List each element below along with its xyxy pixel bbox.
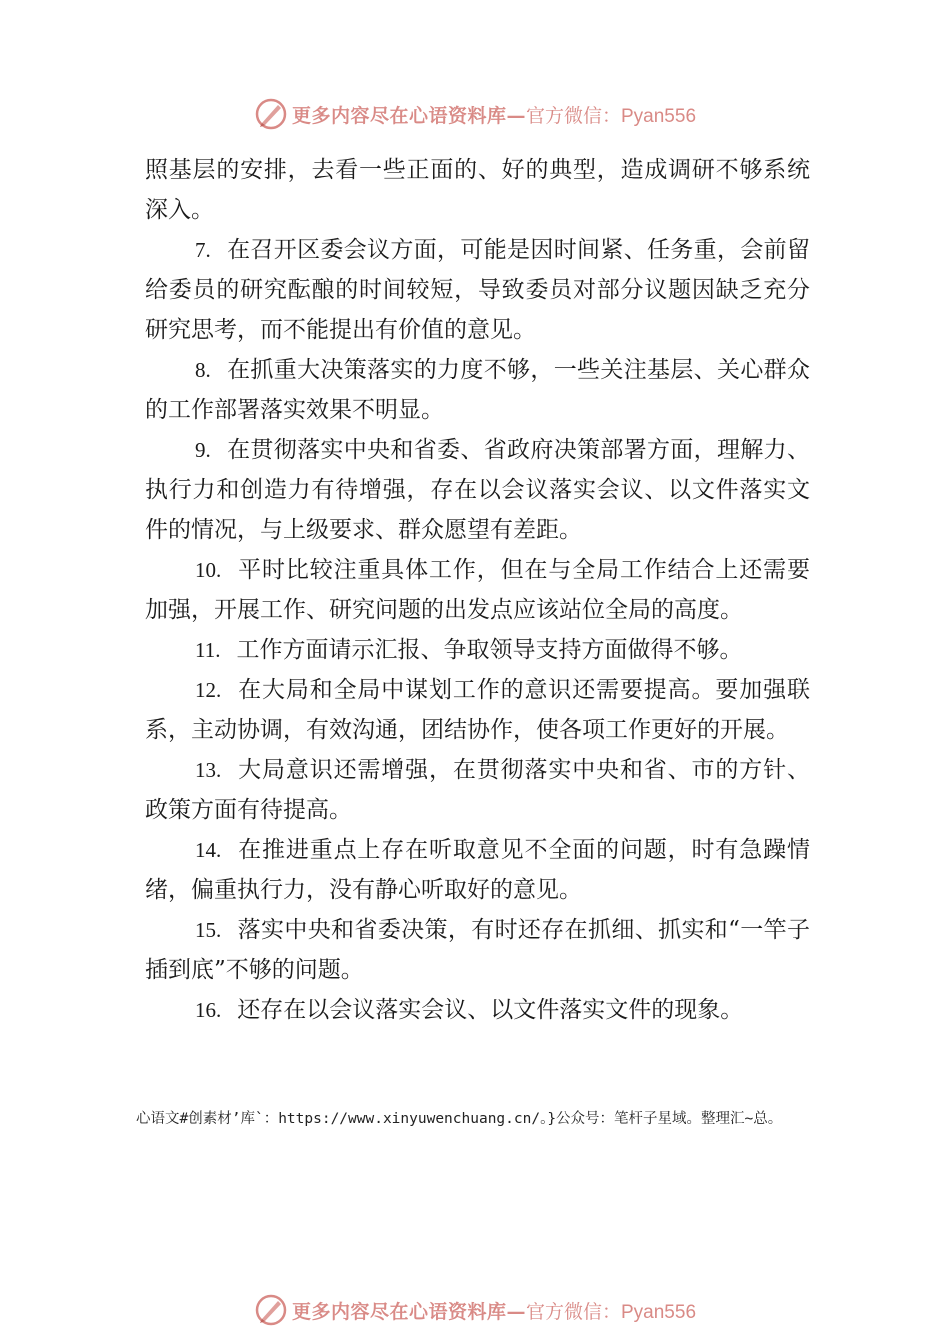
paragraph-15: 15. 落实中央和省委决策，有时还存在抓细、抓实和“一竿子插到底”不够的问题。 bbox=[145, 917, 810, 983]
item-number: 9. bbox=[195, 438, 211, 462]
item-number: 15. bbox=[195, 918, 222, 942]
banner-wechat: 官方微信：Pyan556 bbox=[526, 1301, 697, 1323]
paragraph-11: 11. 工作方面请示汇报、争取领导支持方面做得不够。 bbox=[195, 637, 743, 663]
paragraph-8: 8. 在抓重大决策落实的力度不够，一些关注基层、关心群众的工作部署落实效果不明显。 bbox=[145, 357, 810, 423]
header-banner bbox=[0, 94, 950, 134]
footer-banner bbox=[0, 1290, 950, 1330]
banner-title: 更多内容尽在心语资料库— bbox=[291, 104, 526, 127]
source-footnote: 心语文#创素材’库`：https://www.xinyuwenchuang.cn/。}公众号：笔杆子星域。整理汇~总。 bbox=[136, 1111, 783, 1127]
item-number: 13. bbox=[195, 758, 222, 782]
item-number: 12. bbox=[195, 678, 222, 702]
banner-wechat: 官方微信：Pyan556 bbox=[526, 105, 697, 127]
paragraph-12: 12. 在大局和全局中谋划工作的意识还需要提高。要加强联系，主动协调，有效沟通，团结协作，使各项工作更好的开展。 bbox=[145, 677, 810, 743]
item-number: 14. bbox=[195, 838, 222, 862]
paragraph-10: 10. 平时比较注重具体工作，但在与全局工作结合上还需要加强，开展工作、研究问题的出发点应该站位全局的高度。 bbox=[145, 557, 810, 623]
paragraph-9: 9. 在贯彻落实中央和省委、省政府决策部署方面，理解力、执行力和创造力有待增强，存在以会议落实会议、以文件落实文件的情况，与上级要求、群众愿望有差距。 bbox=[145, 437, 810, 543]
paragraph-7: 7. 在召开区委会议方面，可能是因时间紧、任务重，会前留给委员的研究酝酿的时间较短，导致委员对部分议题因缺乏充分研究思考，而不能提出有价值的意见。 bbox=[145, 237, 810, 343]
paragraph-0: 照基层的安排，去看一些正面的、好的典型，造成调研不够系统深入。 bbox=[145, 157, 810, 223]
item-number: 8. bbox=[195, 358, 211, 382]
item-number: 10. bbox=[195, 558, 222, 582]
document-body bbox=[145, 150, 810, 1030]
paragraph-14: 14. 在推进重点上存在听取意见不全面的问题，时有急躁情绪，偏重执行力，没有静心听取好的意见。 bbox=[145, 837, 810, 903]
item-number: 7. bbox=[195, 238, 211, 262]
paragraph-16: 16. 还存在以会议落实会议、以文件落实文件的现象。 bbox=[195, 997, 744, 1023]
item-number: 11. bbox=[195, 638, 221, 662]
item-number: 16. bbox=[195, 998, 222, 1022]
pen-seal-logo-icon bbox=[254, 97, 288, 131]
paragraph-13: 13. 大局意识还需增强，在贯彻落实中央和省、市的方针、政策方面有待提高。 bbox=[145, 757, 810, 823]
pen-seal-logo-icon bbox=[254, 1293, 288, 1327]
banner-title: 更多内容尽在心语资料库— bbox=[291, 1300, 526, 1323]
